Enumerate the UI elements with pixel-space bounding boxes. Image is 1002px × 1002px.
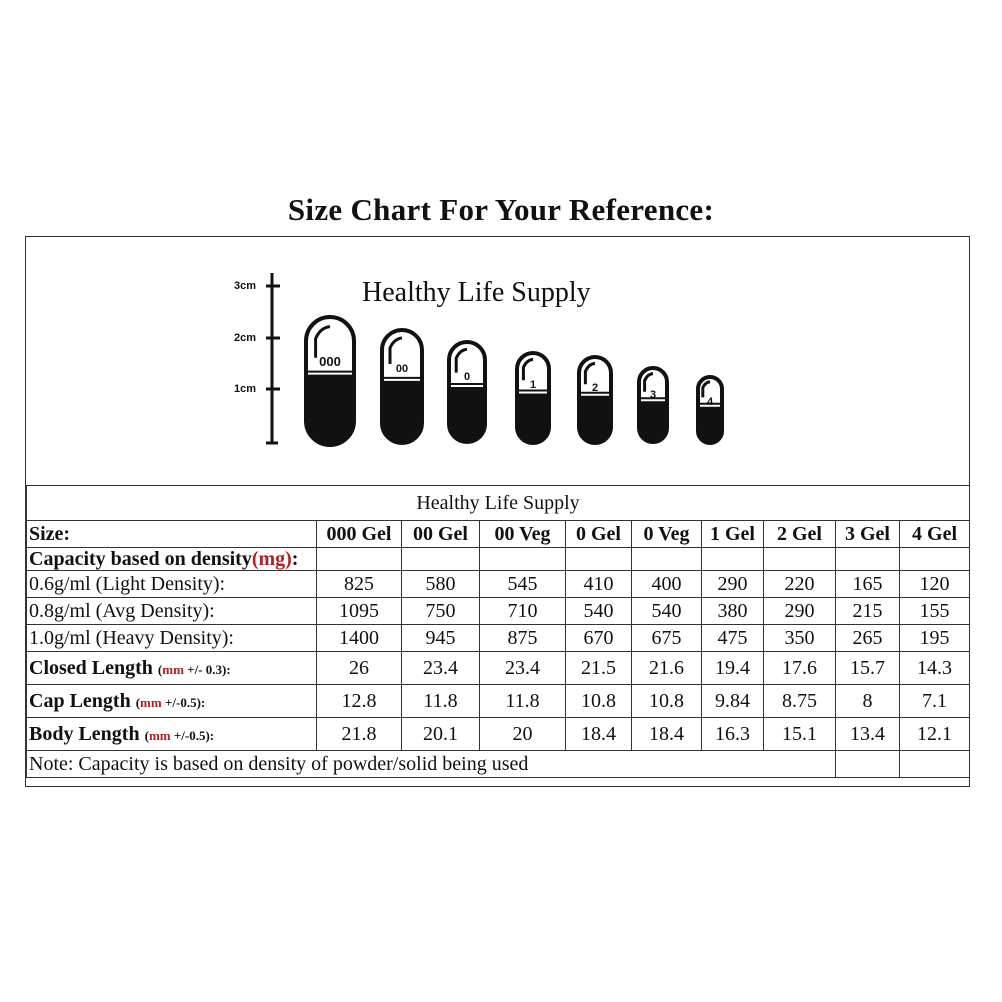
table-row [27, 571, 970, 598]
empty-cell [764, 548, 836, 571]
table-row [27, 625, 970, 652]
value-cell: 19.4 [702, 652, 764, 685]
capsule-label: 0 [463, 371, 471, 383]
column-header: 2 Gel [764, 521, 836, 548]
value-cell: 290 [764, 598, 836, 625]
capsule-diagram [26, 237, 969, 486]
empty-cell [480, 548, 566, 571]
empty-cell [402, 548, 480, 571]
size-table [26, 485, 970, 778]
column-header: 00 Gel [402, 521, 480, 548]
value-cell: 12.1 [900, 718, 970, 751]
empty-cell [702, 548, 764, 571]
value-cell: 23.4 [402, 652, 480, 685]
capsule-1-icon [517, 353, 549, 443]
value-cell: 16.3 [702, 718, 764, 751]
value-cell: 15.7 [836, 652, 900, 685]
value-cell: 155 [900, 598, 970, 625]
value-cell: 21.8 [317, 718, 402, 751]
capsule-4-icon [698, 377, 722, 443]
value-cell: 18.4 [566, 718, 632, 751]
value-cell: 21.6 [632, 652, 702, 685]
value-cell: 120 [900, 571, 970, 598]
length-row [27, 718, 970, 751]
value-cell: 825 [317, 571, 402, 598]
column-header: 1 Gel [702, 521, 764, 548]
value-cell: 215 [836, 598, 900, 625]
value-cell: 400 [632, 571, 702, 598]
capsule-0-icon [449, 342, 485, 442]
column-header: 0 Gel [566, 521, 632, 548]
value-cell: 750 [402, 598, 480, 625]
tolerance: (mm +/- 0.3): [157, 662, 231, 677]
capsule-label: 3 [649, 389, 657, 402]
column-header: 3 Gel [836, 521, 900, 548]
ruler-label-2cm: 2cm [234, 332, 257, 344]
value-cell: 1095 [317, 598, 402, 625]
unit: mm [140, 695, 162, 710]
ruler-label-3cm: 3cm [234, 280, 257, 292]
ruler-label-1cm: 1cm [234, 383, 257, 395]
length-row [27, 685, 970, 718]
value-cell: 13.4 [836, 718, 900, 751]
note-text: Note: Capacity is based on density of powder/solid being used [27, 751, 836, 778]
capsule-label: 1 [529, 379, 537, 392]
value-cell: 165 [836, 571, 900, 598]
tolerance: (mm +/-0.5): [135, 695, 206, 710]
capsule-label: 4 [706, 396, 714, 409]
capacity-label: Capacity based on density(mg): [27, 548, 317, 571]
value-cell: 545 [480, 571, 566, 598]
empty-cell [566, 548, 632, 571]
value-cell: 410 [566, 571, 632, 598]
capsule-label: 2 [591, 381, 599, 394]
empty-cell [632, 548, 702, 571]
column-header: 0 Veg [632, 521, 702, 548]
capsule-label: 000 [319, 354, 341, 370]
column-header: 00 Veg [480, 521, 566, 548]
row-label: 0.6g/ml (Light Density): [27, 571, 317, 598]
row-label: Body Length (mm +/-0.5): [27, 718, 317, 751]
value-cell: 380 [702, 598, 764, 625]
page-title: Size Chart For Your Reference: [287, 192, 715, 227]
capacity-unit: (mg) [251, 548, 292, 570]
value-cell: 12.8 [317, 685, 402, 718]
value-cell: 11.8 [480, 685, 566, 718]
ruler-icon [266, 273, 280, 443]
value-cell: 710 [480, 598, 566, 625]
column-header: 000 Gel [317, 521, 402, 548]
value-cell: 10.8 [566, 685, 632, 718]
value-cell: 14.3 [900, 652, 970, 685]
empty-cell [900, 751, 970, 778]
capsule-2-icon [579, 357, 611, 443]
value-cell: 21.5 [566, 652, 632, 685]
value-cell: 20.1 [402, 718, 480, 751]
value-cell: 15.1 [764, 718, 836, 751]
value-cell: 23.4 [480, 652, 566, 685]
size-label: Size: [27, 521, 317, 548]
value-cell: 7.1 [900, 685, 970, 718]
length-row [27, 652, 970, 685]
value-cell: 475 [702, 625, 764, 652]
row-label: 0.8g/ml (Avg Density): [27, 598, 317, 625]
value-cell: 26 [317, 652, 402, 685]
empty-cell [836, 751, 900, 778]
value-cell: 1400 [317, 625, 402, 652]
capsule-illustration [26, 237, 969, 485]
row-label: Closed Length (mm +/- 0.3): [27, 652, 317, 685]
header-row [27, 521, 970, 548]
row-label: Cap Length (mm +/-0.5): [27, 685, 317, 718]
unit: mm [148, 728, 171, 743]
value-cell: 20 [480, 718, 566, 751]
empty-cell [900, 548, 970, 571]
value-cell: 11.8 [402, 685, 480, 718]
value-cell: 945 [402, 625, 480, 652]
value-cell: 220 [764, 571, 836, 598]
value-cell: 8 [836, 685, 900, 718]
capsule-3-icon [639, 368, 667, 442]
value-cell: 670 [566, 625, 632, 652]
value-cell: 10.8 [632, 685, 702, 718]
capsule-label: 00 [395, 362, 409, 375]
table-row [27, 598, 970, 625]
value-cell: 8.75 [764, 685, 836, 718]
value-cell: 350 [764, 625, 836, 652]
capacity-row [27, 548, 970, 571]
empty-cell [836, 548, 900, 571]
value-cell: 675 [632, 625, 702, 652]
row-label: 1.0g/ml (Heavy Density): [27, 625, 317, 652]
table-brand: Healthy Life Supply [27, 486, 970, 521]
value-cell: 540 [566, 598, 632, 625]
value-cell: 875 [480, 625, 566, 652]
empty-cell [317, 548, 402, 571]
brand-name: Healthy Life Supply [362, 277, 591, 308]
column-header: 4 Gel [900, 521, 970, 548]
value-cell: 540 [632, 598, 702, 625]
value-cell: 290 [702, 571, 764, 598]
value-cell: 17.6 [764, 652, 836, 685]
unit: mm [162, 662, 184, 677]
value-cell: 18.4 [632, 718, 702, 751]
capsule-000-icon [306, 317, 354, 445]
size-chart-frame [25, 236, 970, 787]
note-row [27, 751, 970, 778]
tolerance: (mm +/-0.5): [144, 728, 215, 743]
value-cell: 195 [900, 625, 970, 652]
value-cell: 580 [402, 571, 480, 598]
capsule-00-icon [382, 330, 422, 443]
value-cell: 265 [836, 625, 900, 652]
value-cell: 9.84 [702, 685, 764, 718]
